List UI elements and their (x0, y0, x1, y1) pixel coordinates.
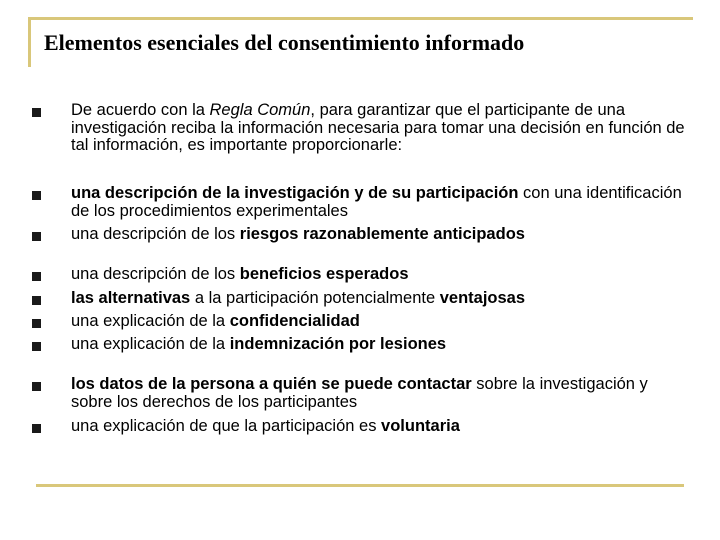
bullet-text: las alternativas a la participación potencialmente ventajosas (71, 289, 526, 307)
bullet-item-contacto (32, 376, 692, 411)
bullet-text: una explicación de la indemnización por lesiones (71, 335, 447, 353)
bottom-divider (36, 484, 684, 487)
square-bullet-icon (32, 319, 41, 328)
bullet-text: una descripción de los riesgos razonablemente anticipados (71, 225, 525, 243)
bullet-item-indemnizacion (32, 336, 692, 354)
bullet-text: una descripción de la investigación y de su participación con una identificación de los procedimientos experimentales (71, 184, 682, 220)
title-frame-top-rule (28, 17, 693, 20)
bullet-item-riesgos (32, 226, 692, 244)
bullet-item-alternativas (32, 290, 692, 308)
bullet-item-beneficios (32, 266, 692, 284)
bullet-item-voluntaria (32, 418, 692, 436)
bullet-text: los datos de la persona a quién se puede contactar sobre la investigación y sobre los derechos de los participantes (71, 375, 648, 411)
bullet-text: una explicación de la confidencialidad (71, 312, 360, 330)
square-bullet-icon (32, 296, 41, 305)
slide-title: Elementos esenciales del consentimiento informado (44, 30, 525, 55)
square-bullet-icon (32, 191, 41, 200)
square-bullet-icon (32, 342, 41, 351)
square-bullet-icon (32, 424, 41, 433)
title-frame-left-rule (28, 17, 31, 67)
bullet-item-intro (32, 102, 692, 155)
square-bullet-icon (32, 108, 41, 117)
bullet-item-descripcion-investigacion (32, 185, 692, 220)
intro-text: De acuerdo con la Regla Común, para garantizar que el participante de una investigación reciba la información necesaria para tomar una decisión en función de tal información, es importante proporcionarle: (71, 101, 685, 154)
square-bullet-icon (32, 272, 41, 281)
bullet-item-confidencialidad (32, 313, 692, 331)
square-bullet-icon (32, 232, 41, 241)
bullet-text: una descripción de los beneficios esperados (71, 265, 409, 283)
bullet-text: una explicación de que la participación es voluntaria (71, 417, 460, 435)
square-bullet-icon (32, 382, 41, 391)
